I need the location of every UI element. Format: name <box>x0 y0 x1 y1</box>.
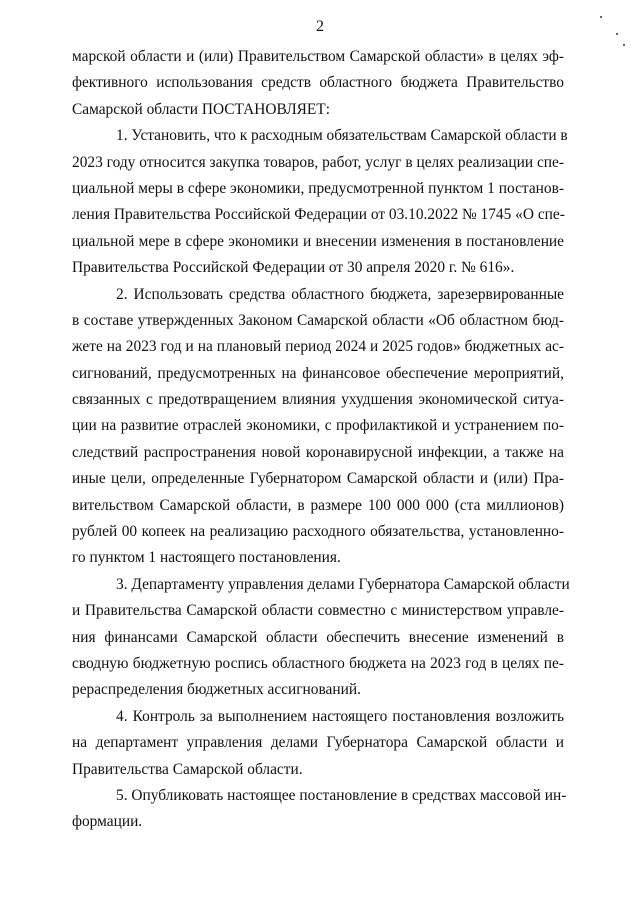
text-line: 3. Департаменту управления делами Губернатора Самарской области <box>116 575 570 593</box>
text-line: в составе утвержденных Законом Самарской области «Об областном бюд- <box>72 311 564 329</box>
paragraph-item-5 <box>72 783 567 836</box>
page-number: 2 <box>316 18 324 35</box>
text-line: го пунктом 1 настоящего постановления. <box>72 549 341 567</box>
text-line: циальной мере в сфере экономики и внесении изменения в постановление <box>72 232 564 250</box>
text-line: рублей 00 копеек на реализацию расходного обязательства, установленно- <box>72 523 564 541</box>
text-line: жете на 2023 год и на плановый период 2024 и 2025 годов» бюджетных ас- <box>72 338 564 356</box>
text-line: фективного использования средств областного бюджета Правительство <box>72 74 564 92</box>
text-line: на департамент управления делами Губернатора Самарской области и <box>72 734 564 752</box>
text-line: и Правительства Самарской области совместно с министерством управле- <box>72 602 564 620</box>
paragraph-preamble-continuation <box>72 44 564 123</box>
text-line: иные цели, определенные Губернатором Самарской области и (или) Пра- <box>72 470 564 488</box>
paragraph-item-4 <box>72 704 564 783</box>
text-line: марской области и (или) Правительством Самарской области» в целях эф- <box>72 48 564 65</box>
text-line: ции на развитие отраслей экономики, с профилактикой и устранением по- <box>72 417 564 435</box>
text-line: сигнований, предусмотренных на финансовое обеспечение мероприятий, <box>72 364 564 382</box>
text-line: циальной меры в сфере экономики, предусмотренной пунктом 1 постанов- <box>72 179 564 197</box>
text-line: Самарской области ПОСТАНОВЛЯЕТ: <box>72 100 330 118</box>
text-line: сводную бюджетную роспись областного бюджета на 2023 год в целях пе- <box>72 654 564 672</box>
text-line: вительством Самарской области, в размере 100 000 000 (ста миллионов) <box>72 496 564 514</box>
paragraph-item-1 <box>72 123 568 281</box>
text-line: следствий распространения новой коронавирусной инфекции, а также на <box>72 443 564 461</box>
paragraph-item-2 <box>72 282 564 572</box>
text-line: ления Правительства Российской Федерации от 03.10.2022 № 1745 «О спе- <box>72 206 565 224</box>
text-line: 1. Установить, что к расходным обязательствам Самарской области в <box>116 127 568 145</box>
scan-speck <box>623 44 625 46</box>
paragraph-item-3 <box>72 572 570 704</box>
text-line: 2023 году относится закупка товаров, работ, услуг в целях реализации спе- <box>72 153 564 171</box>
text-line: ния финансами Самарской области обеспечить внесение изменений в <box>72 628 564 646</box>
text-line: Правительства Российской Федерации от 30 апреля 2020 г. № 616». <box>72 259 515 277</box>
text-line: 2. Использовать средства областного бюджета, зарезервированные <box>116 285 564 303</box>
text-line: формации. <box>72 813 143 831</box>
text-line: 5. Опубликовать настоящее постановление в средствах массовой ин- <box>116 786 567 804</box>
text-line: связанных с предотвращением влияния ухудшения экономической ситуа- <box>72 391 564 409</box>
document-body <box>72 44 570 836</box>
text-line: рераспределения бюджетных ассигнований. <box>72 681 361 699</box>
text-line: Правительства Самарской области. <box>72 760 303 778</box>
text-line: 4. Контроль за выполнением настоящего постановления возложить <box>116 707 564 725</box>
